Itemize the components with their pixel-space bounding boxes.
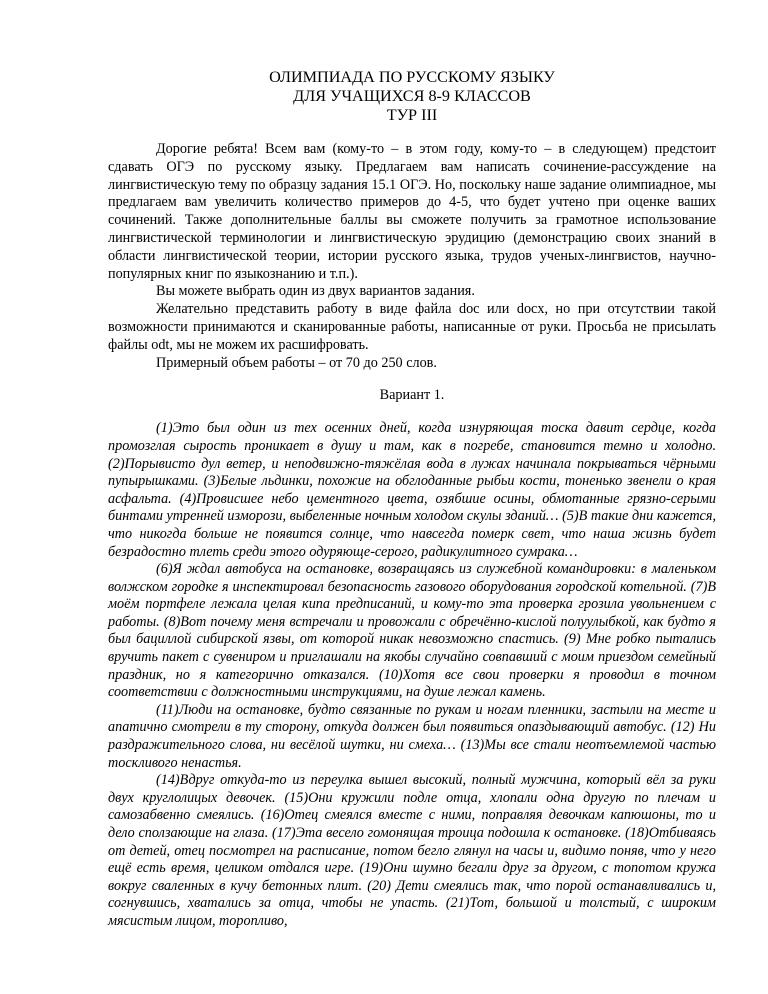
source-text [108, 420, 716, 930]
intro-paragraph: Вы можете выбрать один из двух вариантов задания. [156, 283, 475, 300]
intro-paragraph: Дорогие ребята! Всем вам (кому-то – в этом году, кому-то – в следующем) предстоит сдавать ОГЭ по русскому языку. Предлагаем вам написать сочинение-рассуждение на лингвистическую тему по образцу задания 15.1 ОГЭ. Но, поскольку наше задание олимпиадное, мы предлагаем вам увеличить количество примеров до 4-5, что будет учтено при оценке ваших сочинений. Также дополнительные баллы вы сможете получить за грамотное использование лингвистической терминологии и лингвистическую эрудицию (демонстрацию своих знаний в области лингвистической теории, истории русского языка, трудов ученых-лингвистов, научно-популярных книг по языкознанию и т.п.). [108, 141, 716, 282]
title-line-2: ДЛЯ УЧАЩИХСЯ 8-9 КЛАССОВ [293, 87, 531, 105]
text-paragraph: (1)Это был один из тех осенних дней, когда изнуряющая тоска давит сердце, когда промозглая сырость проникает в душу и там, как в погребе, становится темно и холодно. (2)Порывисто дул ветер, и неподвижно-тяжёлая вода в лужах начинала покрываться чёрными пупырышками. (3)Белые льдинки, похожие на обглоданные рыбьи кости, тоненько звенели о края асфальта. (4)Провисшее небо цементного цвета, озябшие осины, обмотанные грязно-серыми бинтами утренней изморози, выбеленные ночным холодом скулы зданий… (5)В такие дни кажется, что никогда больше не появится солнце, что навсегда померк свет, что наша жизнь будет безрадостно тлеть среди этого одуряюще-серого, радикулитного сумрака… [108, 420, 716, 560]
title-line-3: ТУР III [386, 106, 438, 124]
title-line-1: ОЛИМПИАДА ПО РУССКОМУ ЯЗЫКУ [269, 68, 555, 86]
intro-section [108, 141, 716, 372]
document-title [108, 68, 716, 125]
text-paragraph: (14)Вдруг откуда-то из переулка вышел высокий, полный мужчина, который вёл за руки двух круглолицых девочек. (15)Они кружили подле отца, хлопали одна другую по плечам и самозабвенно смеялись. (16)Отец смеялся вместе с ними, поправляя девочкам капюшоны, то и дело сползающие на глаза. (17)Эта весело гомонящая троица подошла к остановке. (18)Отбиваясь от детей, отец посмотрел на расписание, потом бегло глянул на часы и, видимо поняв, что у него ещё есть время, целиком отдался игре. (19)Они шумно бегали друг за другом, с топотом кружа вокруг сваленных в кучу бетонных плит. (20) Дети смеялись так, что порой останавливались и, согнувшись, хватались за отца, чтобы не упасть. (21)Тот, большой и толстый, с широким мясистым лицом, торопливо, [108, 772, 716, 929]
variant-heading: Вариант 1. [379, 387, 445, 404]
text-paragraph: (6)Я ждал автобуса на остановке, возвращаясь из служебной командировки: в маленьком волжском городке я инспектировал безопасность газового оборудования городской котельной. (7)В моём портфеле лежала целая кипа предписаний, и кому-то эта проверка грозила увольнением с работы. (8)Вот почему меня встречали и провожали с обречённо-кислой полуулыбкой, как будто я был бациллой сибирской язвы, от которой никак невозможно спастись. (9) Мне робко пытались вручить пакет с сувениром и приглашали на якобы случайно совпавший с моим приездом семейный праздник, но я категорично отказался. (10)Хотя все свои проверки я проводил в точном соответствии с должностными инструкциями, на душе лежал камень. [108, 561, 716, 701]
intro-paragraph: Примерный объем работы – от 70 до 250 слов. [156, 354, 437, 371]
intro-paragraph: Желательно представить работу в виде файла doc или docx, но при отсутствии такой возможности принимаются и сканированные работы, написанные от руки. Просьба не присылать файлы odt, мы не можем их расшифровать. [108, 301, 716, 353]
text-paragraph: (11)Люди на остановке, будто связанные по рукам и ногам пленники, застыли на месте и апатично смотрели в ту сторону, откуда должен был появиться опаздывающий автобус. (12) Ни раздражительного слова, ни весёлой шутки, ни смеха… (13)Мы все стали неотъемлемой частью тоскливого ненастья. [108, 701, 716, 771]
